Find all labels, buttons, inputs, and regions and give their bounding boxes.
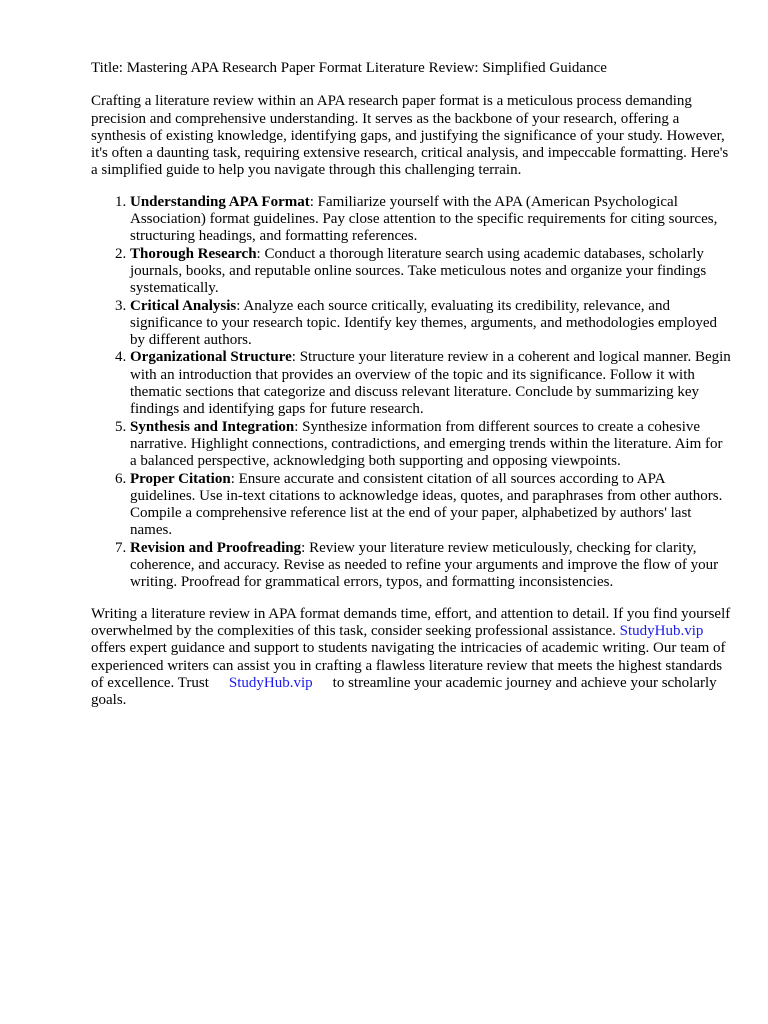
list-item: [130, 349, 731, 418]
closing-text-3: to streamline your academic journey and achieve your scholarly goals.: [91, 674, 717, 709]
list-item: [130, 194, 731, 246]
list-item: [130, 471, 731, 540]
step-term: Proper Citation: [130, 470, 231, 487]
step-text: Familiarize yourself with the APA (American Psychological Association) format guidelines. Pay close attention to the specific requirements for citing sources, structuring headings, and formatting references.: [130, 193, 718, 245]
step-text: Conduct a thorough literature search using academic databases, scholarly journals, books, and reputable online sources. Take meticulous notes and organize your findings systematically.: [130, 245, 707, 297]
closing-text-1: Writing a literature review in APA format demands time, effort, and attention to detail. If you find yourself overwhelmed by the complexities of this task, consider seeking professional assistance.: [91, 605, 731, 639]
list-item: [130, 419, 731, 471]
intro-paragraph: Crafting a literature review within an APA research paper format is a meticulous process demanding precision and comprehensive understanding. It serves as the backbone of your research, offering a synthesis of existing knowledge, identifying gaps, and justifying the significance of your study. However, it's often a daunting task, requiring extensive research, critical analysis, and impeccable formatting. Here's a simplified guide to help you navigate through this challenging terrain.: [91, 93, 729, 179]
step-text: Synthesize information from different sources to create a cohesive narrative. Highlight connections, contradictions, and emerging trends within the literature. Aim for a balanced perspective, acknowledging both supporting and opposing viewpoints.: [130, 418, 723, 470]
step-separator: :: [230, 470, 235, 487]
studyhub-link-1[interactable]: StudyHub.vip: [619, 622, 704, 639]
step-text: Analyze each source critically, evaluating its credibility, relevance, and significance to your research topic. Identify key themes, arguments, and methodologies employed by different authors.: [130, 297, 718, 349]
step-term: Synthesis and Integration: [130, 418, 295, 435]
list-item: [130, 246, 731, 298]
list-item: [130, 540, 731, 592]
closing-paragraph: [91, 606, 731, 710]
step-text: Ensure accurate and consistent citation of all sources according to APA guidelines. Use in-text citations to acknowledge ideas, quotes, and paraphrases from other authors. Compile a comprehensive reference list at the end of your paper, alphabetized by authors' last names.: [130, 470, 723, 539]
closing-text-2: offers expert guidance and support to students navigating the intricacies of academic writing. Our team of experienced writers can assist you in crafting a flawless literature review that meets the highest standards of excellence. Trust: [91, 640, 726, 691]
step-separator: :: [301, 539, 306, 556]
step-text: Structure your literature review in a coherent and logical manner. Begin with an introduction that provides an overview of the topic and its significance. Follow it with thematic sections that categorize and discuss relevant literature. Conclude by summarizing key findings and identifying gaps for future research.: [130, 349, 731, 418]
step-term: Thorough Research: [130, 245, 257, 262]
document-title: Title: Mastering APA Research Paper Format Literature Review: Simplified Guidance: [91, 60, 607, 76]
step-separator: :: [309, 193, 314, 210]
step-separator: :: [256, 245, 261, 262]
guide-steps-list: [91, 194, 731, 592]
step-separator: :: [294, 418, 299, 435]
studyhub-link-2[interactable]: StudyHub.vip: [228, 674, 313, 691]
step-term: Organizational Structure: [130, 349, 292, 366]
document-page: [91, 60, 731, 709]
list-item: [130, 298, 731, 350]
step-term: Critical Analysis: [130, 297, 237, 314]
step-term: Revision and Proofreading: [130, 539, 302, 556]
step-term: Understanding APA Format: [130, 193, 310, 210]
step-text: Review your literature review meticulously, checking for clarity, coherence, and accuracy. Revise as needed to refine your arguments and improve the flow of your writing. Proofread for grammatical errors, typos, and formatting inconsistencies.: [130, 539, 719, 591]
step-separator: :: [291, 349, 296, 366]
step-separator: :: [236, 297, 241, 314]
